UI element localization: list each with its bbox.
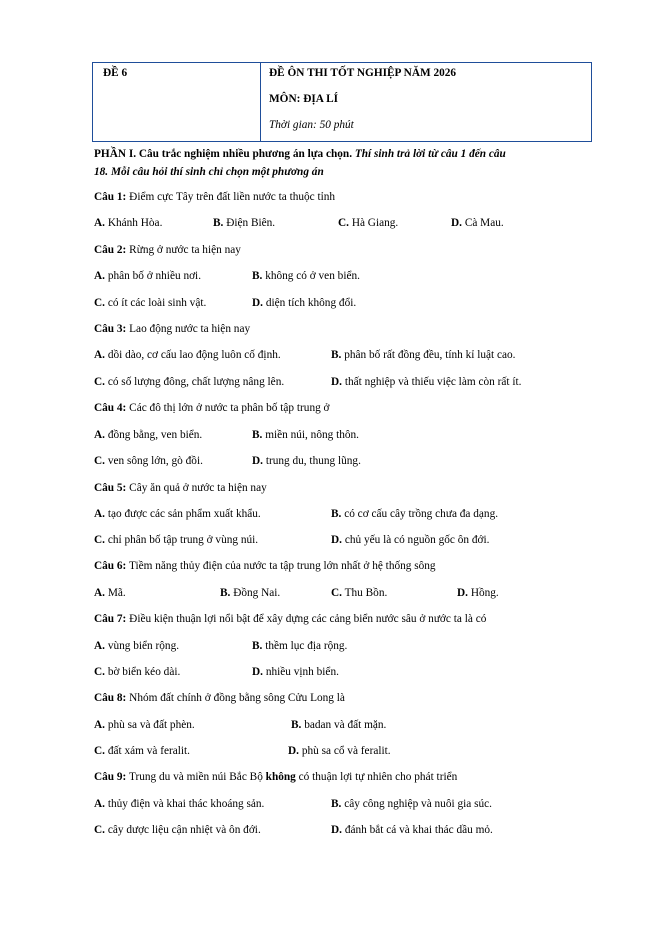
exam-code-cell bbox=[93, 63, 261, 141]
exam-time: Thời gian: 50 phút bbox=[269, 119, 354, 131]
question-8 bbox=[94, 691, 345, 705]
option-8d: D. phù sa cổ và feralit. bbox=[288, 745, 391, 757]
question-text: Cây ăn quả ở nước ta hiện nay bbox=[129, 482, 267, 494]
option-4a: A. đồng bằng, ven biển. bbox=[94, 429, 203, 441]
question-text-emphasis: không bbox=[265, 771, 296, 783]
question-5 bbox=[94, 481, 267, 495]
option-1b: B. Điện Biên. bbox=[213, 217, 276, 229]
option-5c: C. chỉ phân bố tập trung ở vùng núi. bbox=[94, 534, 259, 546]
option-5b: B. có cơ cấu cây trồng chưa đa dạng. bbox=[331, 508, 499, 520]
question-7 bbox=[94, 612, 486, 626]
question-text: Lao động nước ta hiện nay bbox=[129, 323, 251, 335]
option-7b: B. thềm lục địa rộng. bbox=[252, 640, 348, 652]
question-label: Câu 5: bbox=[94, 482, 127, 494]
question-label: Câu 4: bbox=[94, 402, 127, 414]
question-label: Câu 1: bbox=[94, 191, 127, 203]
section-label: PHẦN I. Câu trắc nghiệm nhiều phương án lựa chọn. bbox=[94, 148, 353, 160]
option-8c: C. đất xám và feralit. bbox=[94, 745, 190, 757]
option-6d: D. Hồng. bbox=[457, 587, 499, 599]
exam-code: ĐỀ 6 bbox=[103, 67, 128, 79]
option-7c: C. bờ biển kéo dài. bbox=[94, 666, 181, 678]
option-5d: D. chủ yếu là có nguồn gốc ôn đới. bbox=[331, 534, 490, 546]
option-7a: A. vùng biển rộng. bbox=[94, 640, 180, 652]
section-instruction-2: 18. Mỗi câu hỏi thí sinh chỉ chọn một phương án bbox=[94, 166, 324, 178]
option-8b: B. badan và đất mặn. bbox=[291, 719, 387, 731]
option-3d: D. thất nghiệp và thiếu việc làm còn rất ít. bbox=[331, 376, 522, 388]
question-label: Câu 8: bbox=[94, 692, 127, 704]
question-label: Câu 2: bbox=[94, 244, 127, 256]
option-5a: A. tạo được các sản phẩm xuất khẩu. bbox=[94, 508, 261, 520]
option-3b: B. phân bố rất đồng đều, tính kỉ luật cao. bbox=[331, 349, 516, 361]
question-text: Các đô thị lớn ở nước ta phân bố tập trung ở bbox=[129, 402, 330, 414]
exam-title: ĐỀ ÔN THI TỐT NGHIỆP NĂM 2026 bbox=[269, 67, 457, 79]
option-4d: D. trung du, thung lũng. bbox=[252, 455, 361, 467]
option-1a: A. Khánh Hòa. bbox=[94, 217, 163, 229]
section-heading-cont bbox=[94, 165, 324, 179]
question-text: Tiềm năng thủy điện của nước ta tập trung lớn nhất ở hệ thống sông bbox=[128, 560, 436, 572]
option-3c: C. có số lượng đông, chất lượng nâng lên. bbox=[94, 376, 285, 388]
question-label: Câu 6: bbox=[94, 560, 127, 572]
option-6c: C. Thu Bồn. bbox=[331, 587, 388, 599]
option-4c: C. ven sông lớn, gò đồi. bbox=[94, 455, 203, 467]
exam-info-cell bbox=[261, 63, 591, 141]
option-9a: A. thủy điện và khai thác khoáng sản. bbox=[94, 798, 265, 810]
option-9d: D. đánh bắt cá và khai thác dầu mỏ. bbox=[331, 824, 493, 836]
question-3 bbox=[94, 322, 250, 336]
option-1c: C. Hà Giang. bbox=[338, 217, 399, 229]
question-text: Điều kiện thuận lợi nổi bật để xây dựng các cảng biển nước sâu ở nước ta là có bbox=[129, 613, 487, 625]
option-2a: A. phân bố ở nhiều nơi. bbox=[94, 270, 202, 282]
option-9c: C. cây dược liệu cận nhiệt và ôn đới. bbox=[94, 824, 261, 836]
option-3a: A. dồi dào, cơ cấu lao động luôn cố định. bbox=[94, 349, 281, 361]
question-text-pre: Trung du và miền núi Bắc Bộ bbox=[128, 771, 263, 783]
question-6 bbox=[94, 559, 436, 573]
question-1 bbox=[94, 190, 335, 204]
question-text-post: có thuận lợi tự nhiên cho phát triển bbox=[298, 771, 458, 783]
option-2b: B. không có ở ven biển. bbox=[252, 270, 360, 282]
section-instruction-1: Thí sinh trả lời từ câu 1 đến câu bbox=[354, 148, 506, 160]
section-heading bbox=[94, 147, 506, 161]
option-7d: D. nhiều vịnh biển. bbox=[252, 666, 339, 678]
question-9 bbox=[94, 770, 457, 784]
option-9b: B. cây công nghiệp và nuôi gia súc. bbox=[331, 798, 492, 810]
option-8a: A. phù sa và đất phèn. bbox=[94, 719, 195, 731]
option-2d: D. diện tích không đổi. bbox=[252, 297, 357, 309]
question-label: Câu 9: bbox=[94, 771, 127, 783]
question-text: Điểm cực Tây trên đất liền nước ta thuộc tỉnh bbox=[129, 191, 336, 203]
question-label: Câu 7: bbox=[94, 613, 127, 625]
exam-header-table bbox=[92, 62, 592, 142]
option-4b: B. miền núi, nông thôn. bbox=[252, 429, 360, 441]
question-label: Câu 3: bbox=[94, 323, 127, 335]
question-4 bbox=[94, 401, 330, 415]
option-6a: A. Mã. bbox=[94, 587, 126, 599]
option-1d: D. Cà Mau. bbox=[451, 217, 504, 229]
question-text: Rừng ở nước ta hiện nay bbox=[129, 244, 241, 256]
option-2c: C. có ít các loài sinh vật. bbox=[94, 297, 207, 309]
question-text: Nhóm đất chính ở đồng bằng sông Cửu Long là bbox=[129, 692, 345, 704]
question-2 bbox=[94, 243, 241, 257]
exam-subject: MÔN: ĐỊA LÍ bbox=[269, 93, 339, 105]
option-6b: B. Đồng Nai. bbox=[220, 587, 281, 599]
